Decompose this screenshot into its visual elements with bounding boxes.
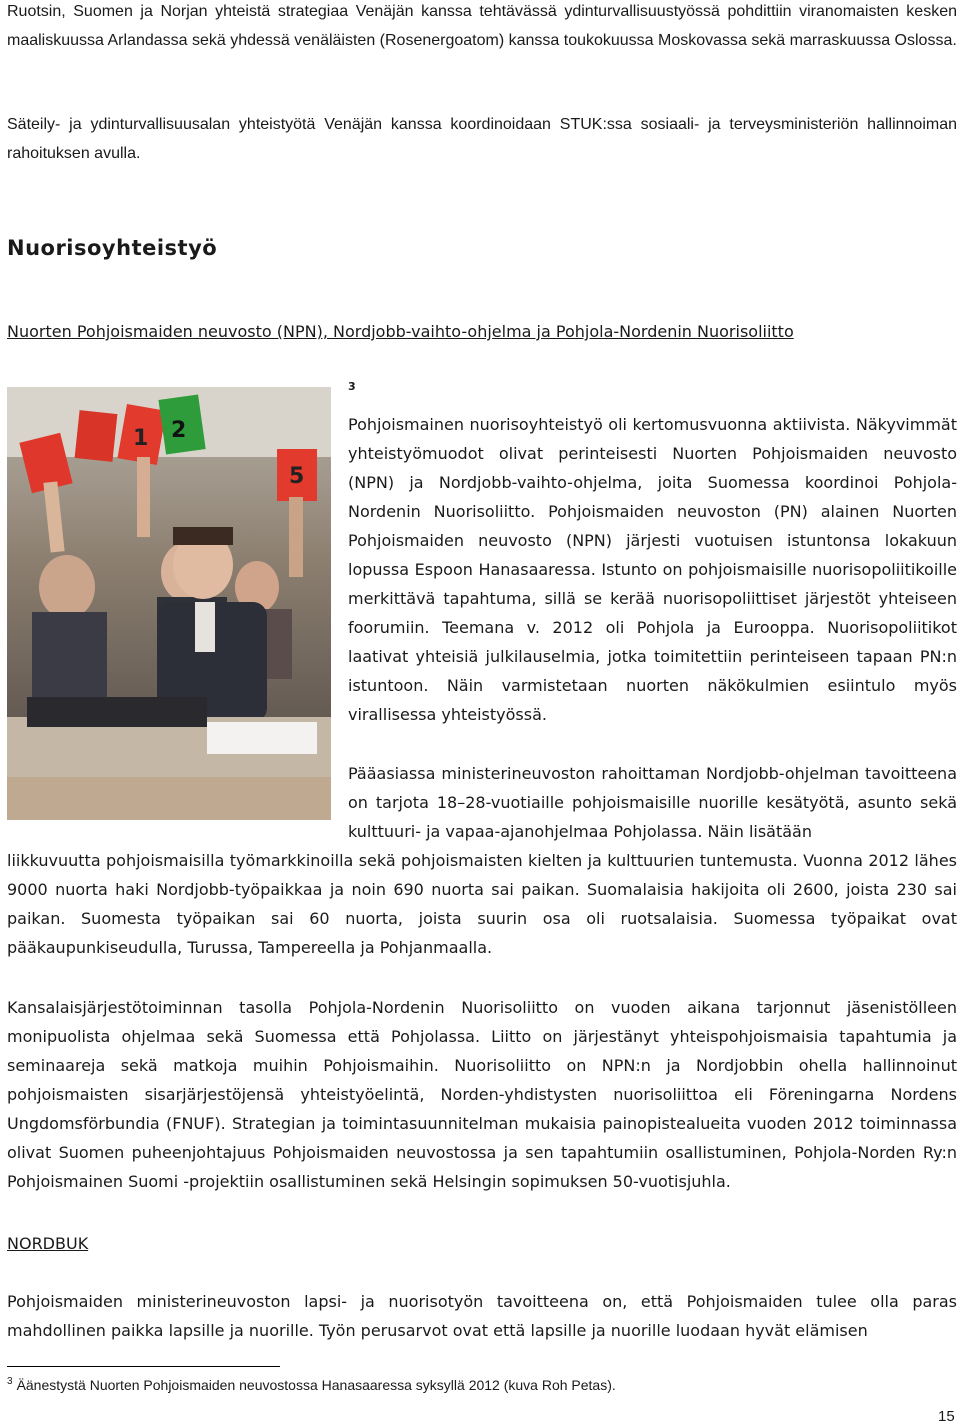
footnote-reference: 3 xyxy=(348,380,356,393)
photo-card-label: 5 xyxy=(289,464,305,489)
footnote-divider xyxy=(7,1366,280,1367)
photo-card-label: 1 xyxy=(133,426,149,451)
paragraph-youth-cooperation: Pohjoismainen nuorisoyhteistyö oli kertomusvuonna aktiivista. Näkyvimmät yhteistyömuodot olivat perinteisesti Nuorten Pohjoismaiden neuvosto (NPN) ja Nordjobb-vaihto-ohjelma, joita Suomessa koordinoi Pohjola-Nordenin Nuorisoliitto. Pohjoismaiden neuvoston (PN) alainen Nuorten Pohjoismaiden neuvosto (NPN) järjesti vuotuisen istuntonsa lokakuun lopussa Espoon Hanasaaressa. Istunto on pohjoismaisille nuorisopoliitikoille merkittävä tapahtuma, sillä se kerää nuorisopoliittiset järjestöt yhteiseen foorumiin. Teemana v. 2012 oli Pohjola ja Eurooppa. Nuorisopoliitikot laativat yhteisiä julkilauselmia, jotka toimitettiin perinteiseen tapaan PN:n istuntoon. Näin varmistetaan nuorten näkökulmien esiintulo myös virallisessa yhteistyössä. xyxy=(348,415,957,724)
subheading-youth-organisations: Nuorten Pohjoismaiden neuvosto (NPN), Nordjobb-vaihto-ohjelma ja Pohjola-Nordenin Nuorisoliitto xyxy=(7,322,794,341)
subheading-nordbuk: NORDBUK xyxy=(7,1234,89,1253)
paragraph-stuk: Säteily- ja ydinturvallisuusalan yhteistyötä Venäjän kanssa koordinoidaan STUK:ssa sosiaali- ja terveysministeriön hallinnoiman rahoituksen avulla. xyxy=(7,116,957,162)
paragraph-nordjobb-continued: liikkuvuutta pohjoismaisilla työmarkkinoilla sekä pohjoismaisten kielten ja kulttuurien tuntemusta. Vuonna 2012 lähes 9000 nuorta haki Nordjobb-työpaikkaa ja noin 690 nuorta sai paikan. Suomalaisia hakijoita oli 2600, joista 230 sai paikan. Suomesta työpaikan sai 60 nuorta, joista suurin osa oli ruotsalaisia. Suomessa työpaikat ovat pääkaupunkiseudulla, Turussa, Tampereella ja Pohjanmaalla. xyxy=(7,851,957,957)
section-heading: Nuorisoyhteistyö xyxy=(7,236,218,260)
paragraph-intro-end: Ruotsin, Suomen ja Norjan yhteistä strategiaa Venäjän kanssa tehtävässä ydinturvallisuustyössä pohdittiin viranomaisten kesken maaliskuussa Arlandassa sekä yhdessä venäläisten (Rosenergoatom) kanssa toukokuussa Moskovassa sekä marraskuussa Oslossa. xyxy=(7,3,957,49)
footnote xyxy=(7,1372,616,1395)
photo-card-label: 2 xyxy=(171,418,187,443)
paragraph-nordjobb-start: Pääasiassa ministerineuvoston rahoittaman Nordjobb-ohjelman tavoitteena on tarjota 18–28-vuotiaille pohjoismaisille nuorille kesätyötä, asunto sekä kulttuuri- ja vapaa-ajanohjelmaa Pohjolassa. Näin lisätään xyxy=(348,764,957,841)
paragraph-nordbuk: Pohjoismaiden ministerineuvoston lapsi- ja nuorisotyön tavoitteena on, että Pohjoismaiden tulee olla paras mahdollinen paikka lapsille ja nuorille. Työn perusarvot ovat että lapsille ja nuorille luodaan hyvät elämisen xyxy=(7,1292,957,1340)
footnote-number: 3 xyxy=(7,1376,13,1387)
footnote-text: Äänestystä Nuorten Pohjoismaiden neuvostossa Hanasaaressa syksyllä 2012 (kuva Roh Petas). xyxy=(16,1377,616,1393)
paragraph-civil-society: Kansalaisjärjestötoiminnan tasolla Pohjola-Nordenin Nuorisoliitto on vuoden aikana tarjonnut jäsenistölleen monipuolista ohjelmaa sekä Suomessa että Pohjolassa. Liitto on järjestänyt yhteispohjoismaisia tapahtumia ja seminaareja sekä matkoja muihin Pohjoismaihin. Nuorisoliitto on NPN:n ja Nordjobbin ohella hallinnoinut pohjoismaisten sisarjärjestöjensä yhteistyöelintä, Norden-yhdistysten nuorisoliittoa eli Föreningarna Nordens Ungdomsförbundia (FNUF). Strategian ja toimintasuunnitelman mukaisia painopistealueita vuoden 2012 toiminnassa olivat Suomen puheenjohtajuus Pohjoismaiden neuvostossa ja sen tapahtumiin osallistuminen, Pohjola-Norden Ry:n Pohjoismainen Suomi -projektiin osallistuminen sekä Helsingin sopimuksen 50-vuotisjuhla. xyxy=(7,998,957,1191)
page-number: 15 xyxy=(938,1408,955,1425)
photo-voting-session xyxy=(7,387,331,820)
